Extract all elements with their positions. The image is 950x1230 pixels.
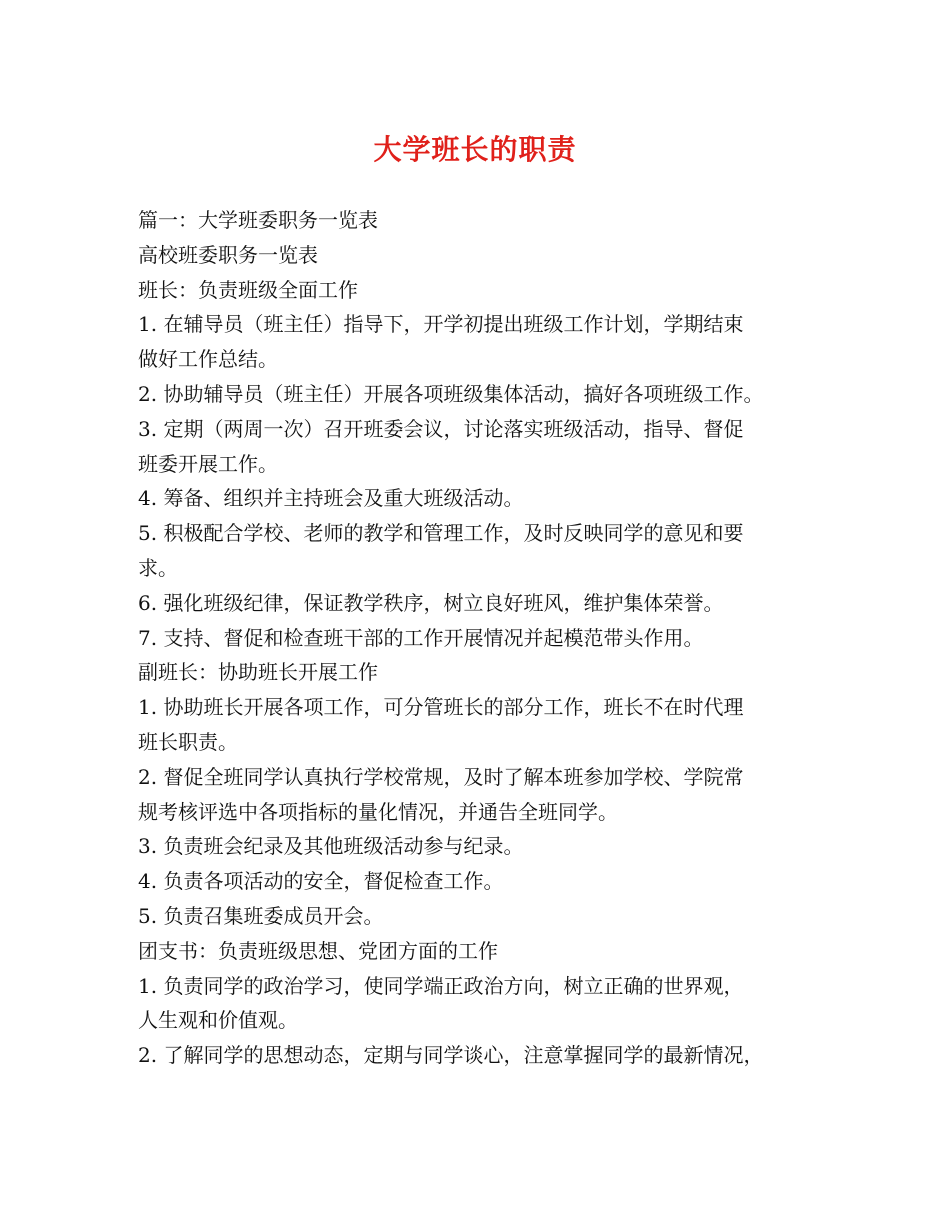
list-item: 2. 协助辅导员（班主任）开展各项班级集体活动，搞好各项班级工作。 bbox=[138, 381, 764, 406]
list-item-continuation: 人生观和价值观。 bbox=[138, 1008, 298, 1033]
list-item: 1. 协助班长开展各项工作，可分管班长的部分工作，班长不在时代理 bbox=[138, 695, 744, 720]
list-item: 1. 在辅导员（班主任）指导下，开学初提出班级工作计划，学期结束 bbox=[138, 312, 744, 337]
role-heading-vice-monitor: 副班长：协助班长开展工作 bbox=[138, 660, 378, 685]
list-item-continuation: 规考核评选中各项指标的量化情况，并通告全班同学。 bbox=[138, 799, 618, 824]
list-item: 5. 负责召集班委成员开会。 bbox=[138, 903, 384, 928]
list-item: 2. 督促全班同学认真执行学校常规，及时了解本班参加学校、学院常 bbox=[138, 764, 744, 789]
list-item: 7. 支持、督促和检查班干部的工作开展情况并起模范带头作用。 bbox=[138, 625, 704, 650]
list-item: 4. 筹备、组织并主持班会及重大班级活动。 bbox=[138, 486, 524, 511]
section-heading: 篇一：大学班委职务一览表 bbox=[138, 208, 378, 232]
list-item: 3. 定期（两周一次）召开班委会议，讨论落实班级活动，指导、督促 bbox=[138, 416, 744, 441]
list-item-continuation: 求。 bbox=[138, 555, 178, 580]
list-item: 1. 负责同学的政治学习，使同学端正政治方向，树立正确的世界观， bbox=[138, 973, 744, 998]
document-body bbox=[138, 203, 828, 1073]
list-item-continuation: 做好工作总结。 bbox=[138, 347, 278, 372]
role-heading-league-secretary: 团支书：负责班级思想、党团方面的工作 bbox=[138, 938, 498, 963]
list-item: 2. 了解同学的思想动态，定期与同学谈心，注意掌握同学的最新情况， bbox=[138, 1043, 764, 1068]
list-item: 5. 积极配合学校、老师的教学和管理工作，及时反映同学的意见和要 bbox=[138, 521, 744, 546]
list-item-continuation: 班委开展工作。 bbox=[138, 451, 278, 476]
list-item: 6. 强化班级纪律，保证教学秩序，树立良好班风，维护集体荣誉。 bbox=[138, 590, 724, 615]
list-item-continuation: 班长职责。 bbox=[138, 729, 238, 754]
role-heading-monitor: 班长：负责班级全面工作 bbox=[138, 277, 358, 302]
table-title: 高校班委职务一览表 bbox=[138, 242, 318, 267]
list-item: 3. 负责班会纪录及其他班级活动参与纪录。 bbox=[138, 834, 524, 859]
document-title: 大学班长的职责 bbox=[373, 133, 577, 166]
list-item: 4. 负责各项活动的安全，督促检查工作。 bbox=[138, 869, 504, 894]
